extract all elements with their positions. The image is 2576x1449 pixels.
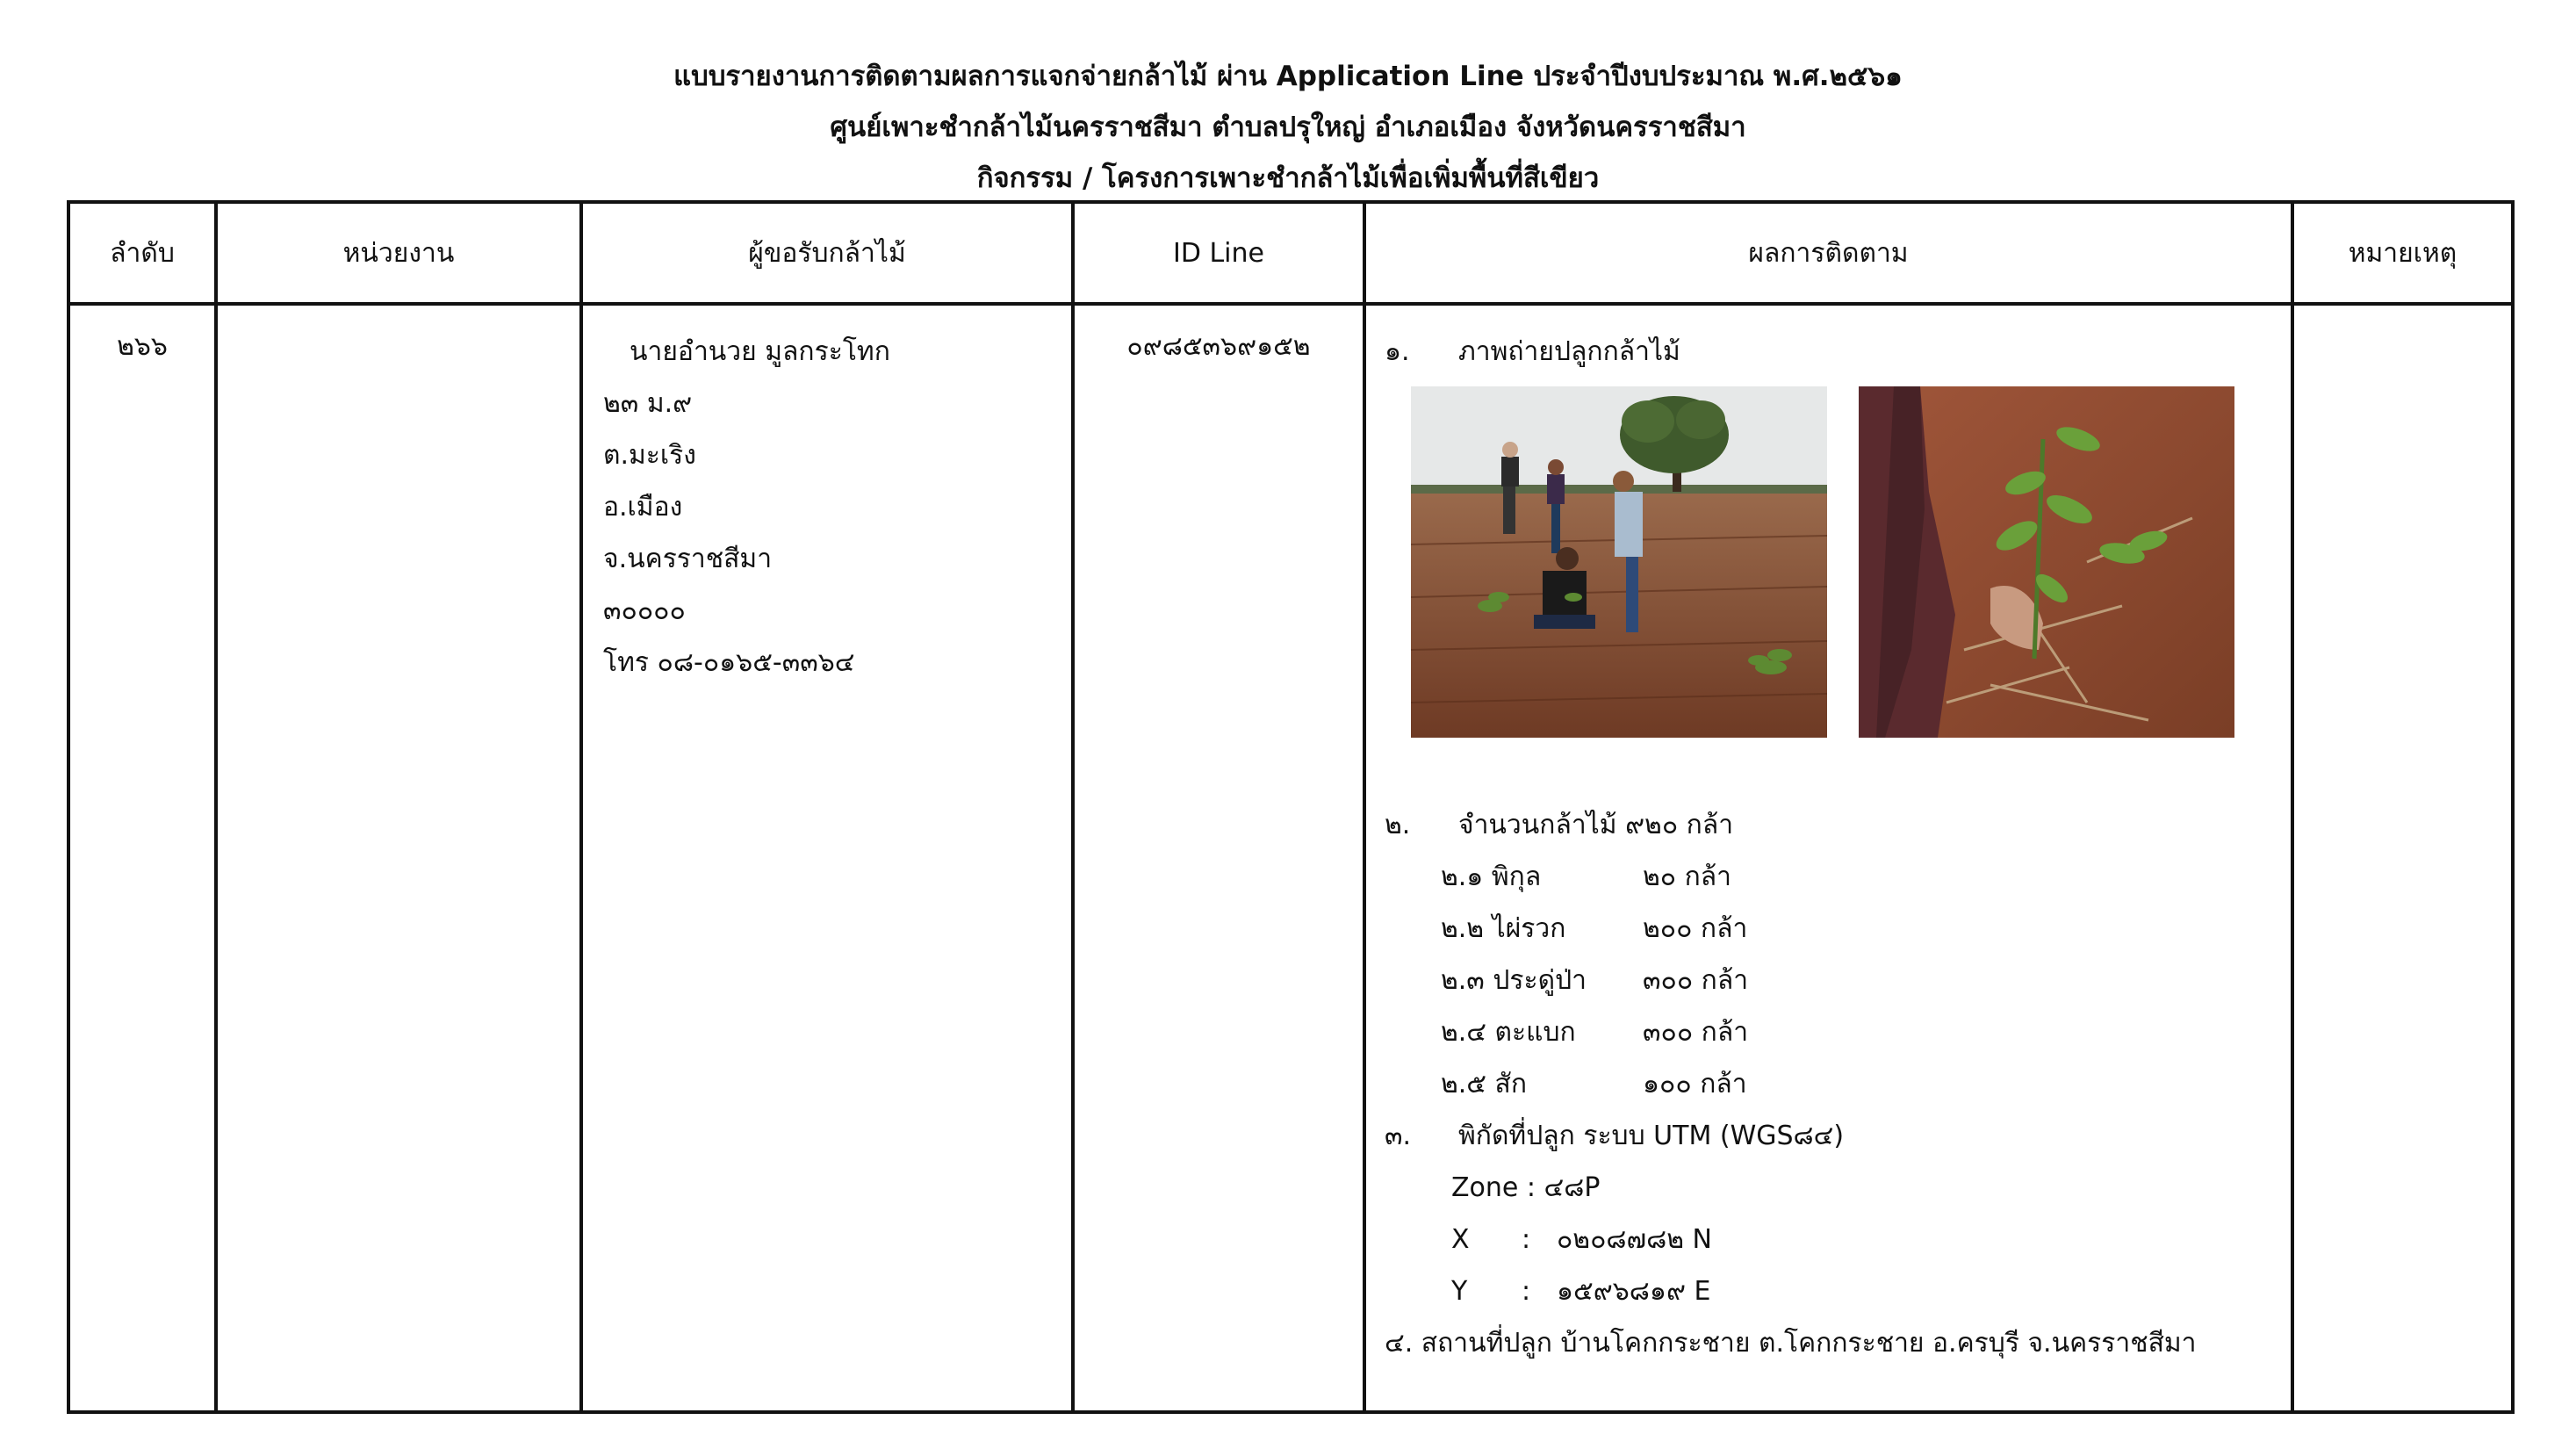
table-header-row: [68, 202, 2513, 304]
field-photo-image: [1411, 386, 1827, 738]
address-line: ต.มะเริง: [603, 440, 696, 471]
report-table: [67, 200, 2515, 1414]
planting-photos: [1385, 378, 2290, 799]
requester-block: [584, 306, 1070, 688]
seedling-photo-image: [1859, 386, 2234, 738]
seq-number: ๒๖๖: [117, 331, 168, 362]
requester-name: นายอำนวย มูลกระโทก: [630, 336, 890, 367]
requester-phone: โทร ๐๘-๐๑๖๕-๓๓๖๔: [603, 647, 855, 678]
species-qty: ๒๐๐ กล้า: [1643, 913, 1748, 944]
species-row: [1385, 1058, 2290, 1110]
cell-id-line: [1073, 304, 1364, 1412]
planting-photo-field: [1411, 386, 1827, 738]
cell-seq: [68, 304, 216, 1412]
col-header-result: ผลการติดตาม: [1364, 202, 2292, 304]
item-text: พิกัดที่ปลูก ระบบ UTM (WGS๘๔): [1458, 1121, 1845, 1151]
coord-value: ๑๕๙๖๘๑๙ E: [1557, 1276, 1711, 1307]
report-activity: กิจกรรม / โครงการเพาะชำกล้าไม้เพื่อเพิ่มพื้นที่สีเขียว: [976, 162, 1600, 194]
item-number: ๒.: [1385, 810, 1411, 840]
species-qty: ๓๐๐ กล้า: [1643, 1017, 1749, 1048]
address-line: อ.เมือง: [603, 492, 683, 523]
species-row: [1385, 1006, 2290, 1058]
coord-label: X: [1451, 1224, 1470, 1255]
species-name: ๒.๓ ประดู่ป่า: [1441, 965, 1587, 996]
item-number: ๑.: [1385, 336, 1410, 367]
planting-photo-seedling: [1859, 386, 2234, 738]
result-item-count: [1385, 799, 2290, 851]
address-line: ๓๐๐๐๐: [603, 595, 686, 626]
species-name: ๒.๒ ไผ่รวก: [1441, 913, 1566, 944]
col-header-id-line: ID Line: [1073, 202, 1364, 304]
species-name: ๒.๑ พิกุล: [1441, 861, 1542, 892]
result-item-location: ๔. สถานที่ปลูก บ้านโคกกระชาย ต.โคกกระชาย อ.ครบุรี จ.นครราชสีมา: [1385, 1328, 2197, 1359]
col-header-seq: ลำดับ: [68, 202, 216, 304]
item-text: ภาพถ่ายปลูกกล้าไม้: [1458, 336, 1680, 367]
result-item-photos: [1385, 326, 2290, 378]
coord-separator: :: [1522, 1276, 1531, 1307]
col-header-remark: หมายเหตุ: [2292, 202, 2513, 304]
species-name: ๒.๔ ตะแบก: [1441, 1017, 1576, 1048]
coord-separator: :: [1522, 1224, 1531, 1255]
address-line: ๒๓ ม.๙: [603, 388, 693, 419]
species-row: [1385, 851, 2290, 903]
table-row: [68, 304, 2513, 1412]
cell-agency: [216, 304, 581, 1412]
result-item-coordinates: [1385, 1110, 2290, 1162]
utm-zone: Zone : ๔๘P: [1451, 1172, 1601, 1203]
report-header: [0, 51, 2576, 204]
col-header-requester: ผู้ขอรับกล้าไม้: [581, 202, 1073, 304]
result-block: [1367, 306, 2290, 1369]
species-qty: ๓๐๐ กล้า: [1643, 965, 1749, 996]
species-row: [1385, 955, 2290, 1006]
cell-result: [1364, 304, 2292, 1412]
species-qty: ๑๐๐ กล้า: [1643, 1069, 1747, 1099]
report-title: แบบรายงานการติดตามผลการแจกจ่ายกล้าไม้ ผ่าน Application Line ประจำปีงบประมาณ พ.ศ.๒๕๖๑: [673, 61, 1903, 92]
utm-y: [1385, 1265, 2290, 1317]
cell-requester: [581, 304, 1073, 1412]
utm-x: [1385, 1214, 2290, 1265]
report-center: ศูนย์เพาะชำกล้าไม้นครราชสีมา ตำบลปรุใหญ่ อำเภอเมือง จังหวัดนครราชสีมา: [830, 112, 1746, 143]
col-header-agency: หน่วยงาน: [216, 202, 581, 304]
cell-remark: [2292, 304, 2513, 1412]
address-line: จ.นครราชสีมา: [603, 544, 773, 574]
species-qty: ๒๐ กล้า: [1643, 861, 1732, 892]
item-text: จำนวนกล้าไม้ ๙๒๐ กล้า: [1458, 810, 1734, 840]
species-row: [1385, 903, 2290, 955]
coord-label: Y: [1451, 1276, 1468, 1307]
id-line-value: ๐๙๘๕๓๖๙๑๕๒: [1126, 331, 1311, 362]
species-name: ๒.๕ สัก: [1441, 1069, 1528, 1099]
item-number: ๓.: [1385, 1121, 1412, 1151]
coord-value: ๐๒๐๘๗๘๒ N: [1557, 1224, 1712, 1255]
